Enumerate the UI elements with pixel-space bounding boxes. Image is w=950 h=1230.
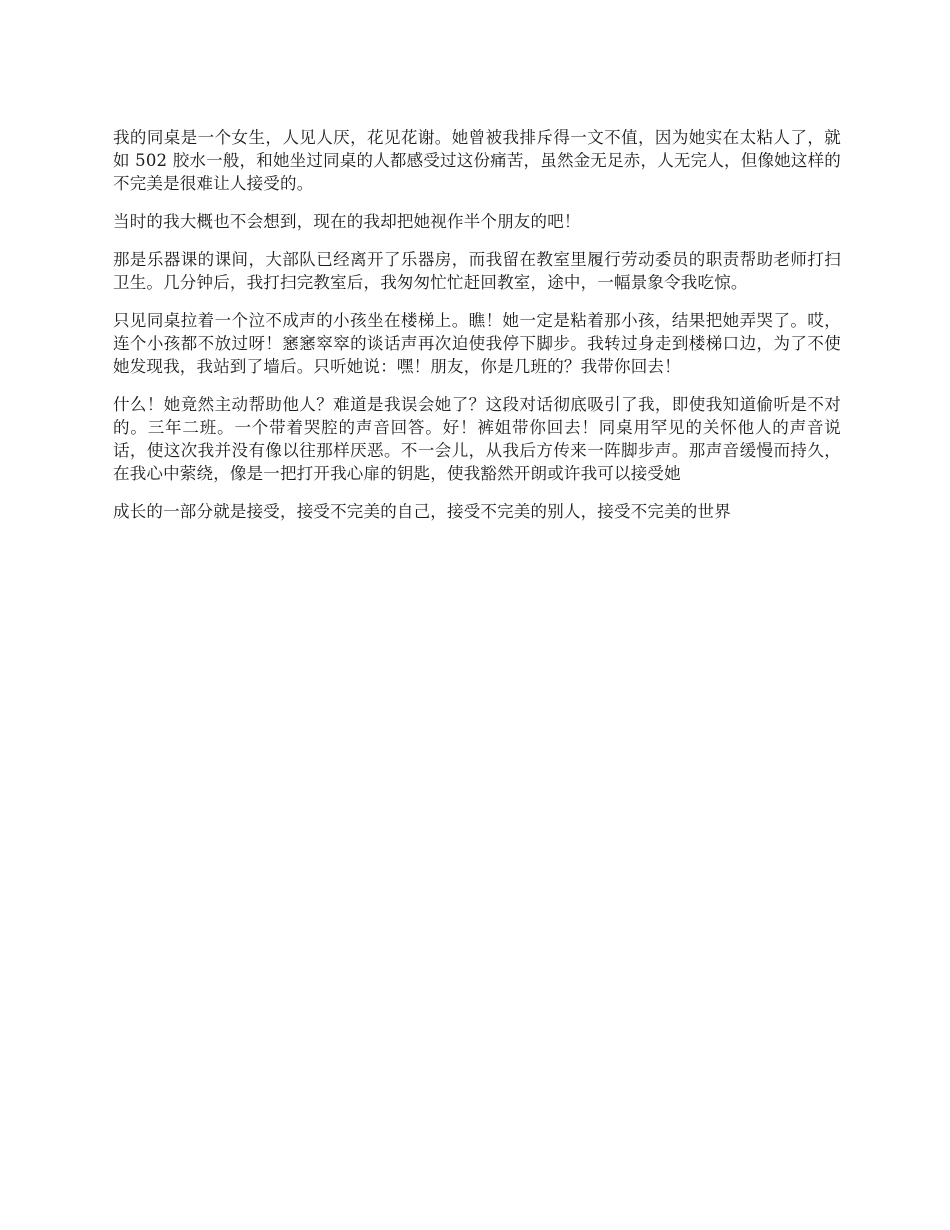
paragraph-1: 我的同桌是一个女生，人见人厌，花见花谢。她曾被我排斥得一文不值，因为她实在太粘人了，就如 502 胶水一般，和她坐过同桌的人都感受过这份痛苦，虽然金无足赤，人无完人，但像她这样的不完美是很难让人接受的。	[113, 128, 841, 193]
paragraph-2: 当时的我大概也不会想到，现在的我却把她视作半个朋友的吧！	[113, 212, 581, 231]
paragraph-4: 只见同桌拉着一个泣不成声的小孩坐在楼梯上。瞧！她一定是粘着那小孩，结果把她弄哭了。哎，连个小孩都不放过呀！窸窸窣窣的谈话声再次迫使我停下脚步。我转过身走到楼梯口边，为了不使她发现我，我站到了墙后。只听她说：嘿！朋友，你是几班的？我带你回去！	[113, 311, 841, 376]
paragraph-6: 成长的一部分就是接受，接受不完美的自己，接受不完美的别人，接受不完美的世界	[113, 502, 731, 521]
paragraph-5: 什么！她竟然主动帮助他人？难道是我误会她了？这段对话彻底吸引了我，即使我知道偷听是不对的。三年二班。一个带着哭腔的声音回答。好！裤姐带你回去！同桌用罕见的关怀他人的声音说话，使这次我并没有像以往那样厌恶。不一会儿，从我后方传来一阵脚步声。那声音缓慢而持久，在我心中萦绕，像是一把打开我心扉的钥匙，使我豁然开朗或许我可以接受她	[113, 395, 841, 483]
paragraph-3: 那是乐器课的课间，大部队已经离开了乐器房，而我留在教室里履行劳动委员的职责帮助老师打扫卫生。几分钟后，我打扫完教室后，我匆匆忙忙赶回教室，途中，一幅景象令我吃惊。	[113, 250, 841, 292]
document-body	[113, 126, 841, 538]
